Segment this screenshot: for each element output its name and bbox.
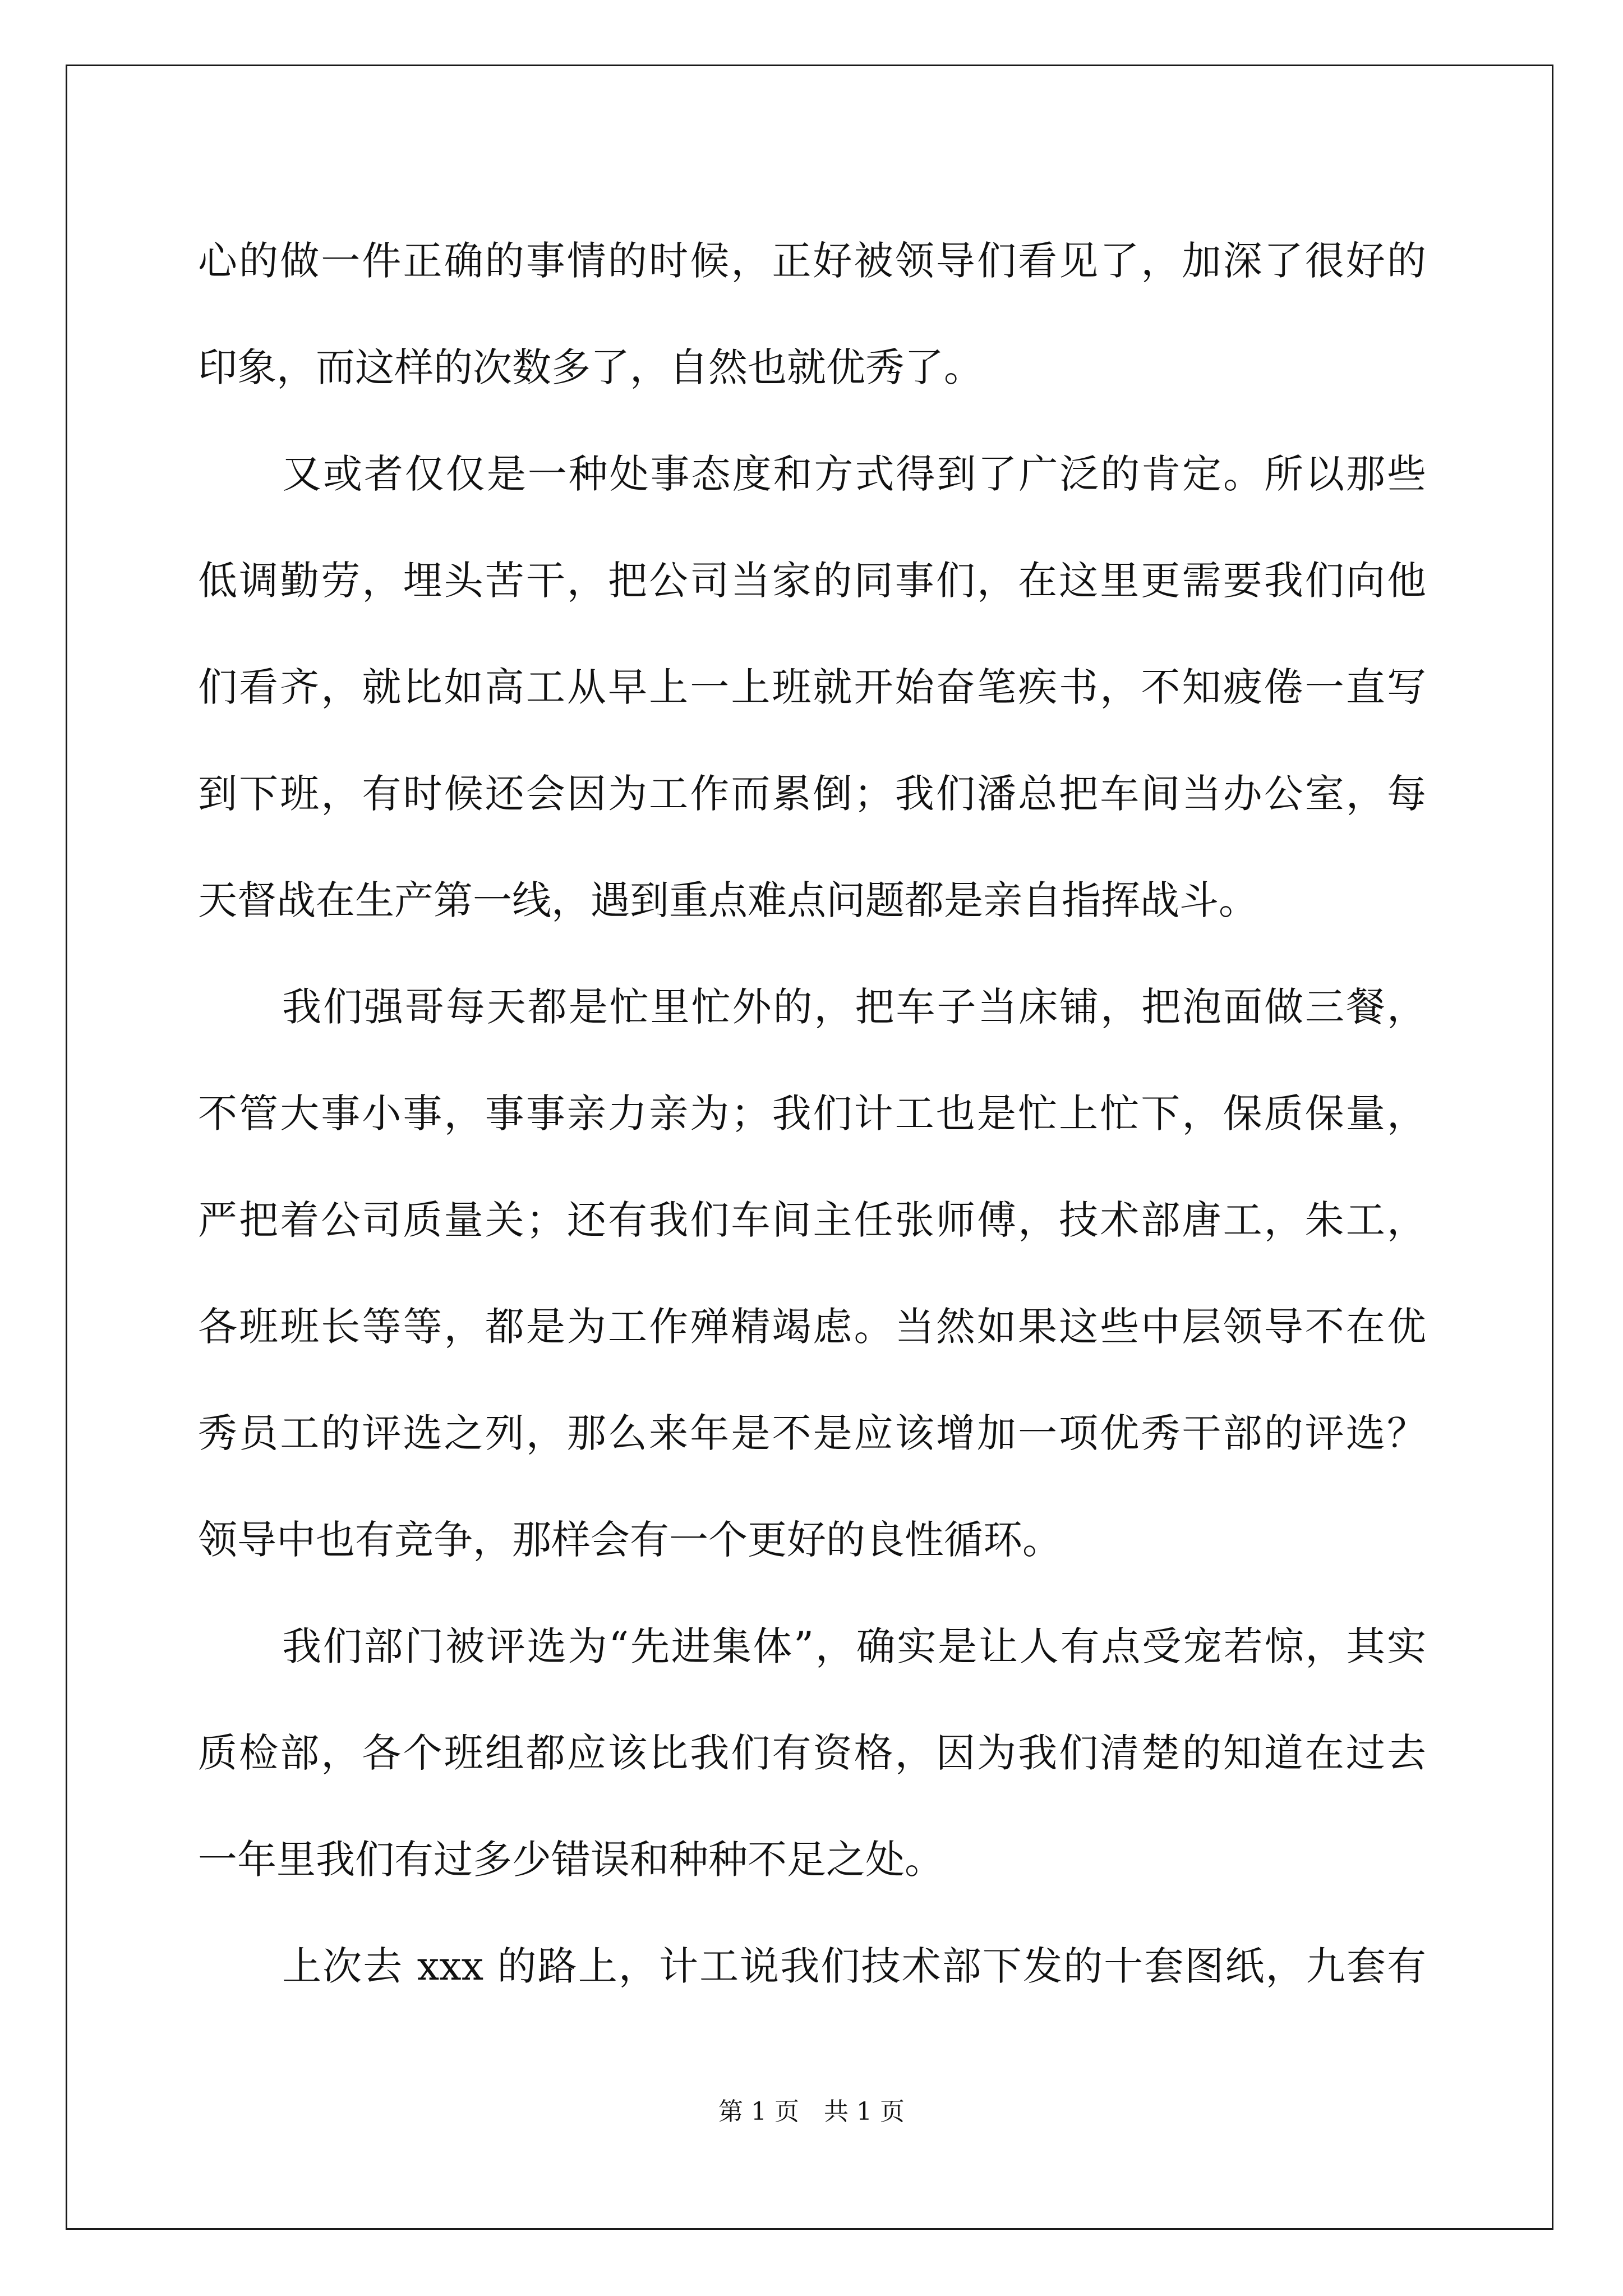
text-line: 我们部门被评选为“先进集体”，确实是让人有点受宠若惊，其实 bbox=[282, 1623, 1426, 1669]
text-line: 我们强哥每天都是忙里忙外的，把车子当床铺，把泡面做三餐， bbox=[282, 984, 1426, 1030]
text-line: 一年里我们有过多少错误和种种不足之处。 bbox=[198, 1837, 944, 1883]
page-footer: 第 1 页 共 1 页 bbox=[718, 2097, 905, 2126]
text-line: 秀员工的评选之列，那么来年是不是应该增加一项优秀干部的评选？ bbox=[198, 1410, 1426, 1456]
text-line: 各班班长等等，都是为工作殚精竭虑。当然如果这些中层领导不在优 bbox=[198, 1304, 1426, 1350]
body-text bbox=[198, 208, 1426, 2019]
text-line: 又或者仅仅是一种处事态度和方式得到了广泛的肯定。所以那些 bbox=[282, 451, 1426, 497]
text-line: 领导中也有竞争，那样会有一个更好的良性循环。 bbox=[198, 1517, 1062, 1563]
text-line: 天督战在生产第一线，遇到重点难点问题都是亲自指挥战斗。 bbox=[198, 877, 1258, 923]
text-line: 上次去 xxx 的路上，计工说我们技术部下发的十套图纸，九套有 bbox=[282, 1943, 1426, 1989]
text-line: 质检部，各个班组都应该比我们有资格，因为我们清楚的知道在过去 bbox=[198, 1730, 1426, 1776]
text-line: 低调勤劳，埋头苦干，把公司当家的同事们，在这里更需要我们向他 bbox=[198, 558, 1426, 604]
text-line: 们看齐，就比如高工从早上一上班就开始奋笔疾书，不知疲倦一直写 bbox=[198, 664, 1426, 710]
text-line: 严把着公司质量关；还有我们车间主任张师傅，技术部唐工，朱工， bbox=[198, 1197, 1426, 1243]
text-line: 不管大事小事，事事亲力亲为；我们计工也是忙上忙下，保质保量， bbox=[198, 1091, 1426, 1137]
text-line: 心的做一件正确的事情的时候，正好被领导们看见了，加深了很好的 bbox=[198, 238, 1426, 284]
text-line: 到下班，有时候还会因为工作而累倒；我们潘总把车间当办公室，每 bbox=[198, 771, 1426, 817]
text-line: 印象，而这样的次数多了，自然也就优秀了。 bbox=[198, 344, 983, 390]
